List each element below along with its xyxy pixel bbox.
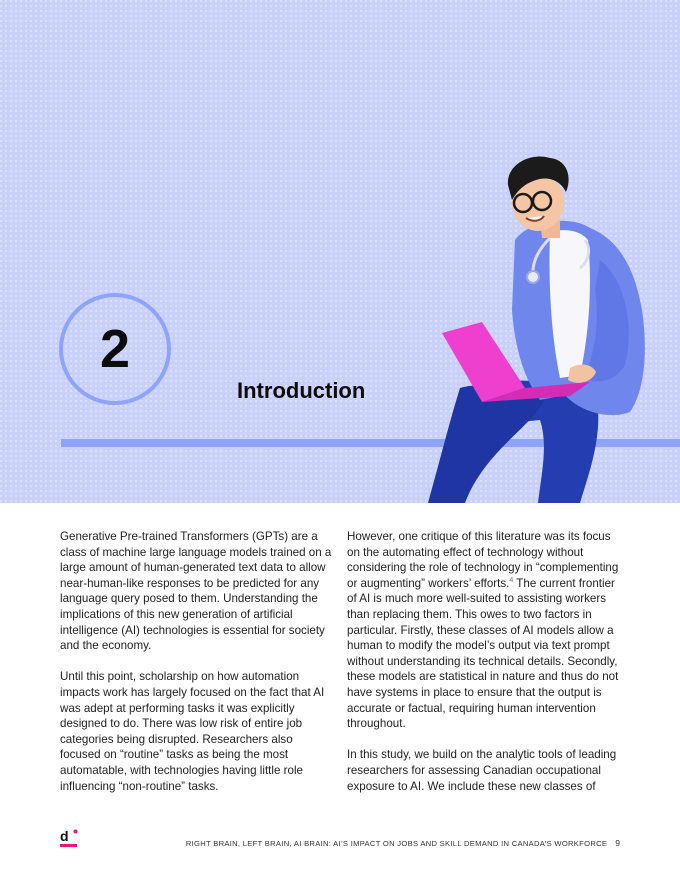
page-footer — [186, 838, 620, 848]
body-paragraph: In this study, we build on the analytic tools of leading researchers for assessing Canadian occupational exposure to AI. We include these new classes of — [347, 748, 617, 793]
svg-text:d: d — [60, 828, 69, 844]
body-column-left — [60, 529, 332, 810]
paragraph-text: The current frontier of AI is much more well-suited to assisting workers than replacing them. This owes to two factors in particular. Firstly, these classes of AI models allow a human to modify the model’s output via text prompt without understanding its technical details. Secondly, these models are statistical in nature and thus do not have systems in place to ensure that the output is accurate or factual, requiring human intervention throughout. — [347, 576, 619, 731]
brand-logo-icon — [60, 828, 80, 848]
footnote-reference[interactable]: 4 — [509, 576, 514, 584]
body-paragraph: Until this point, scholarship on how automation impacts work has largely focused on the fact that AI was adept at performing tasks it was explicitly designed to do. There was low risk of entire job categories being disrupted. Researchers also focused on “routine” tasks as being the most automatable, with technologies having little role influencing “non-routine” tasks. — [60, 670, 325, 793]
doctor-with-laptop-illustration — [420, 150, 680, 503]
section-title: Introduction — [237, 378, 366, 403]
page-number: 9 — [615, 838, 620, 848]
body-column-right — [347, 529, 619, 810]
body-paragraph — [347, 529, 619, 732]
body-paragraph: Generative Pre-trained Transformers (GPTs) are a class of machine large language models trained on a large amount of human-generated text data to allow near-human-like responses to be predicted for any language query posed to them. Understanding the implications of this new generation of artificial intelligence (AI) technologies is essential for society and the economy. — [60, 530, 332, 653]
running-title: RIGHT BRAIN, LEFT BRAIN, AI BRAIN: AI’S IMPACT ON JOBS AND SKILL DEMAND IN CANADA’S WORKFORCE — [185, 839, 608, 848]
chapter-number: 2 — [99, 319, 131, 379]
chapter-number-circle — [59, 293, 171, 405]
paragraph-text: However, one critique of this literature was its focus on the automating effect of technology without considering the role of technology in “complementing or augmenting” workers’ efforts. — [347, 530, 619, 590]
